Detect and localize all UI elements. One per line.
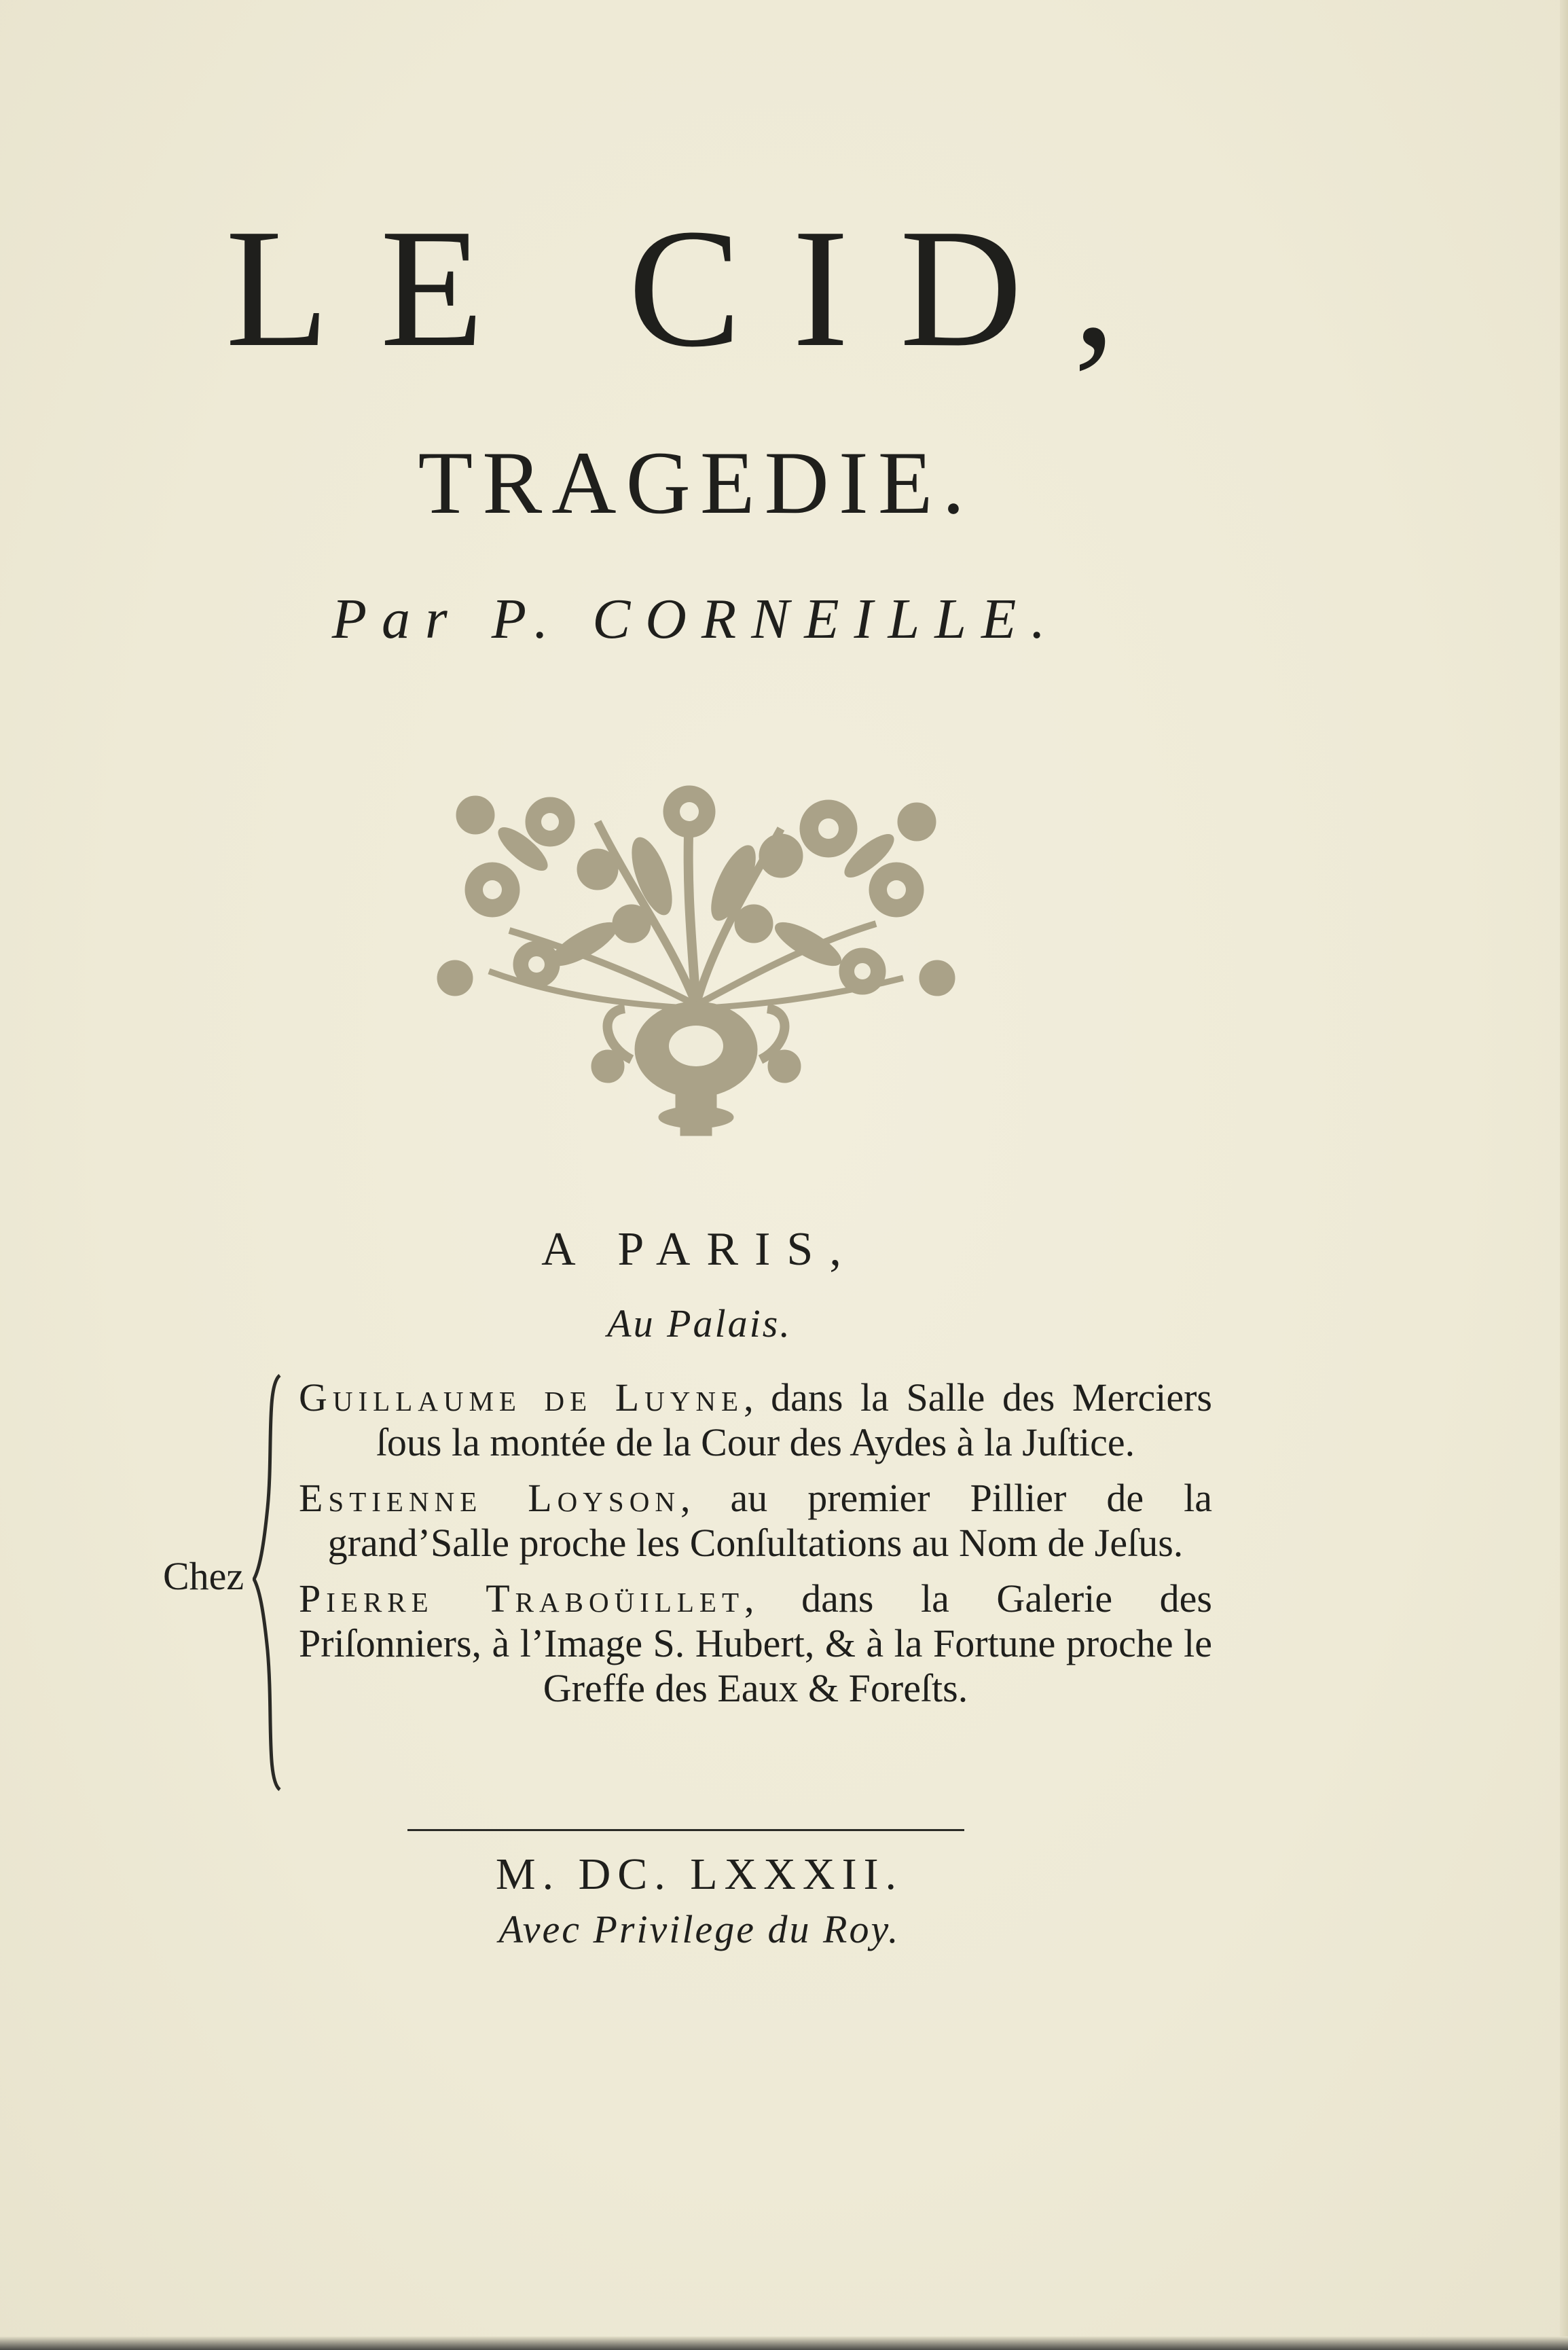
imprint-city: A PARIS,: [541, 1223, 858, 1276]
imprint-chez: Chez: [163, 1554, 244, 1598]
book-author: Par P. CORNEILLE.: [331, 588, 1061, 651]
publisher-name: Guillaume de Luyne: [299, 1375, 744, 1420]
page-bottom-shadow: [0, 2336, 1568, 2350]
publisher-list: [299, 1375, 1212, 1722]
publication-date: M. DC. LXXXII.: [495, 1849, 904, 1899]
publisher-entry: [299, 1576, 1212, 1711]
publisher-name: Estienne Loyson: [299, 1476, 680, 1520]
book-title: LE CID,: [225, 194, 1167, 382]
publisher-name: Pierre Traboüillet: [299, 1576, 745, 1621]
publisher-address: , dans la Galerie des Priſonniers, à l’Image S. Hubert, & à la Fortune proche le Greffe des Eaux & Foreſts.: [299, 1576, 1212, 1710]
page-edge: [1560, 0, 1568, 2350]
divider: [407, 1829, 964, 1831]
publisher-entry: [299, 1375, 1212, 1465]
publisher-entry: [299, 1476, 1212, 1566]
publisher-address: , dans la Salle des Merciers ſous la montée de la Cour des Aydes à la Juſtice.: [376, 1375, 1212, 1464]
publisher-address: , au premier Pillier de la grand’Salle proche les Conſultations au Nom de Jeſus.: [327, 1476, 1213, 1565]
flower-vase-ornament-icon: [428, 774, 964, 1151]
curly-brace-icon: [253, 1372, 293, 1793]
book-subtitle: TRAGEDIE.: [418, 433, 974, 532]
imprint-place: Au Palais.: [607, 1301, 792, 1345]
royal-privilege: Avec Privilege du Roy.: [498, 1907, 900, 1951]
